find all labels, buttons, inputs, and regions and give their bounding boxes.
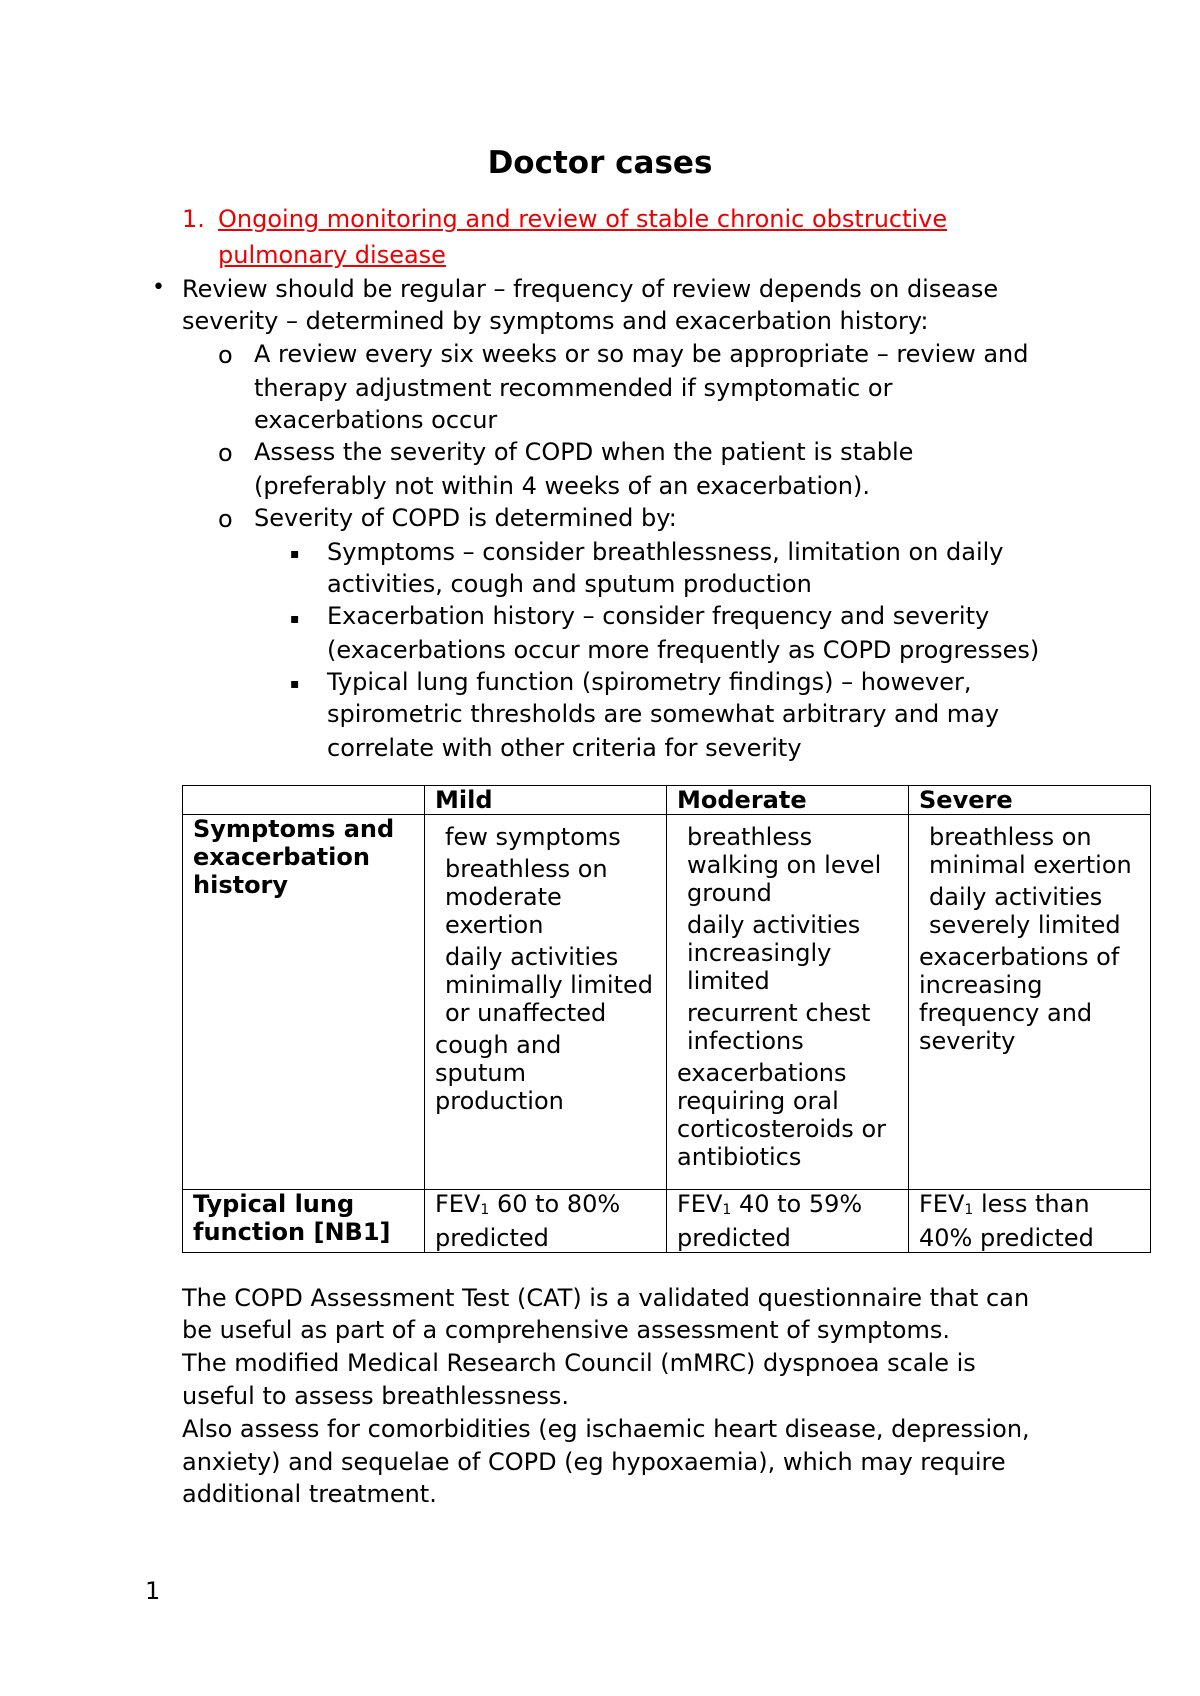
subsub-3-line2: spirometric thresholds are somewhat arbitrary and may <box>327 700 1000 728</box>
cell-item: exacerbations requiring oral corticosteroids or antibiotics <box>677 1059 886 1171</box>
subsub-3-line1: Typical lung function (spirometry findings) – however, <box>327 668 972 696</box>
para-1-line1: The COPD Assessment Test (CAT) is a validated questionnaire that can <box>182 1284 1030 1312</box>
subsub-2-line2: (exacerbations occur more frequently as COPD progresses) <box>327 636 1040 664</box>
table-header-mild: Mild <box>425 786 667 815</box>
page-title: Doctor cases <box>487 145 713 181</box>
table-header-row <box>183 786 1151 815</box>
cell-item: cough and sputum production <box>435 1031 564 1115</box>
cell-item: breathless on moderate exertion <box>445 855 608 939</box>
fev-value: 60 to 80% predicted <box>435 1190 621 1252</box>
copd-severity-table <box>182 785 1151 1253</box>
sub-2-line1: Assess the severity of COPD when the patient is stable <box>254 438 914 466</box>
para-2-line2: useful to assess breathlessness. <box>182 1382 569 1410</box>
bullet-marker: • <box>152 275 165 300</box>
para-3-line3: additional treatment. <box>182 1480 437 1508</box>
row-label-symptoms: Symptoms and exacerbation history <box>183 815 425 1190</box>
table-row-symptoms <box>183 815 1151 1190</box>
fev-label: FEV <box>435 1190 481 1218</box>
cell-severe-symptoms <box>909 815 1151 1190</box>
square-marker: ▪ <box>290 611 300 627</box>
subsub-1-line2: activities, cough and sputum production <box>327 570 812 598</box>
subsub-1-line1: Symptoms – consider breathlessness, limitation on daily <box>327 538 1004 566</box>
cell-severe-fev <box>909 1190 1151 1253</box>
cell-item: breathless walking on level ground <box>687 823 882 907</box>
fev-label: FEV <box>677 1190 723 1218</box>
bullet-1-line2: severity – determined by symptoms and exacerbation history: <box>182 307 929 335</box>
section-heading-line2: pulmonary disease <box>218 241 446 269</box>
table-header-severe: Severe <box>909 786 1151 815</box>
cell-moderate-symptoms <box>667 815 909 1190</box>
section-number: 1. <box>182 205 205 233</box>
circle-marker: o <box>218 439 233 467</box>
fev-subscript: 1 <box>964 1202 974 1218</box>
table-header-moderate: Moderate <box>667 786 909 815</box>
cell-item: daily activities minimally limited or unaffected <box>445 943 653 1027</box>
cell-mild-fev <box>425 1190 667 1253</box>
square-marker: ▪ <box>290 676 300 692</box>
table-row-lung-function <box>183 1190 1151 1253</box>
fev-label: FEV <box>919 1190 965 1218</box>
cell-item: breathless on minimal exertion <box>929 823 1132 879</box>
subsub-2-line1: Exacerbation history – consider frequency and severity <box>327 602 990 630</box>
sub-2-line2: (preferably not within 4 weeks of an exacerbation). <box>254 472 870 500</box>
sub-1-line3: exacerbations occur <box>254 406 498 434</box>
para-3-line2: anxiety) and sequelae of COPD (eg hypoxaemia), which may require <box>182 1448 1006 1476</box>
fev-value: less than 40% predicted <box>919 1190 1094 1252</box>
sub-1-line1: A review every six weeks or so may be appropriate – review and <box>254 340 1029 368</box>
fev-subscript: 1 <box>480 1202 490 1218</box>
fev-subscript: 1 <box>722 1202 732 1218</box>
para-3-line1: Also assess for comorbidities (eg ischaemic heart disease, depression, <box>182 1415 1030 1443</box>
cell-item: few symptoms <box>445 823 621 851</box>
cell-mild-symptoms <box>425 815 667 1190</box>
cell-item: recurrent chest infections <box>687 999 871 1055</box>
section-heading-line1: Ongoing monitoring and review of stable chronic obstructive <box>218 205 948 233</box>
fev-value: 40 to 59% predicted <box>677 1190 863 1252</box>
cell-item: daily activities severely limited <box>929 883 1121 939</box>
cell-item: exacerbations of increasing frequency and severity <box>919 943 1120 1055</box>
table-header-empty <box>183 786 425 815</box>
sub-3-line1: Severity of COPD is determined by: <box>254 504 677 532</box>
row-label-lung-function: Typical lung function [NB1] <box>183 1190 425 1253</box>
page-number: 1 <box>145 1577 161 1605</box>
cell-item: daily activities increasingly limited <box>687 911 861 995</box>
square-marker: ▪ <box>290 546 300 562</box>
bullet-1-line1: Review should be regular – frequency of review depends on disease <box>182 275 999 303</box>
cell-moderate-fev <box>667 1190 909 1253</box>
para-2-line1: The modified Medical Research Council (mMRC) dyspnoea scale is <box>182 1349 976 1377</box>
circle-marker: o <box>218 341 233 369</box>
para-1-line2: be useful as part of a comprehensive assessment of symptoms. <box>182 1316 950 1344</box>
subsub-3-line3: correlate with other criteria for severity <box>327 734 802 762</box>
sub-1-line2: therapy adjustment recommended if symptomatic or <box>254 374 893 402</box>
circle-marker: o <box>218 505 233 533</box>
